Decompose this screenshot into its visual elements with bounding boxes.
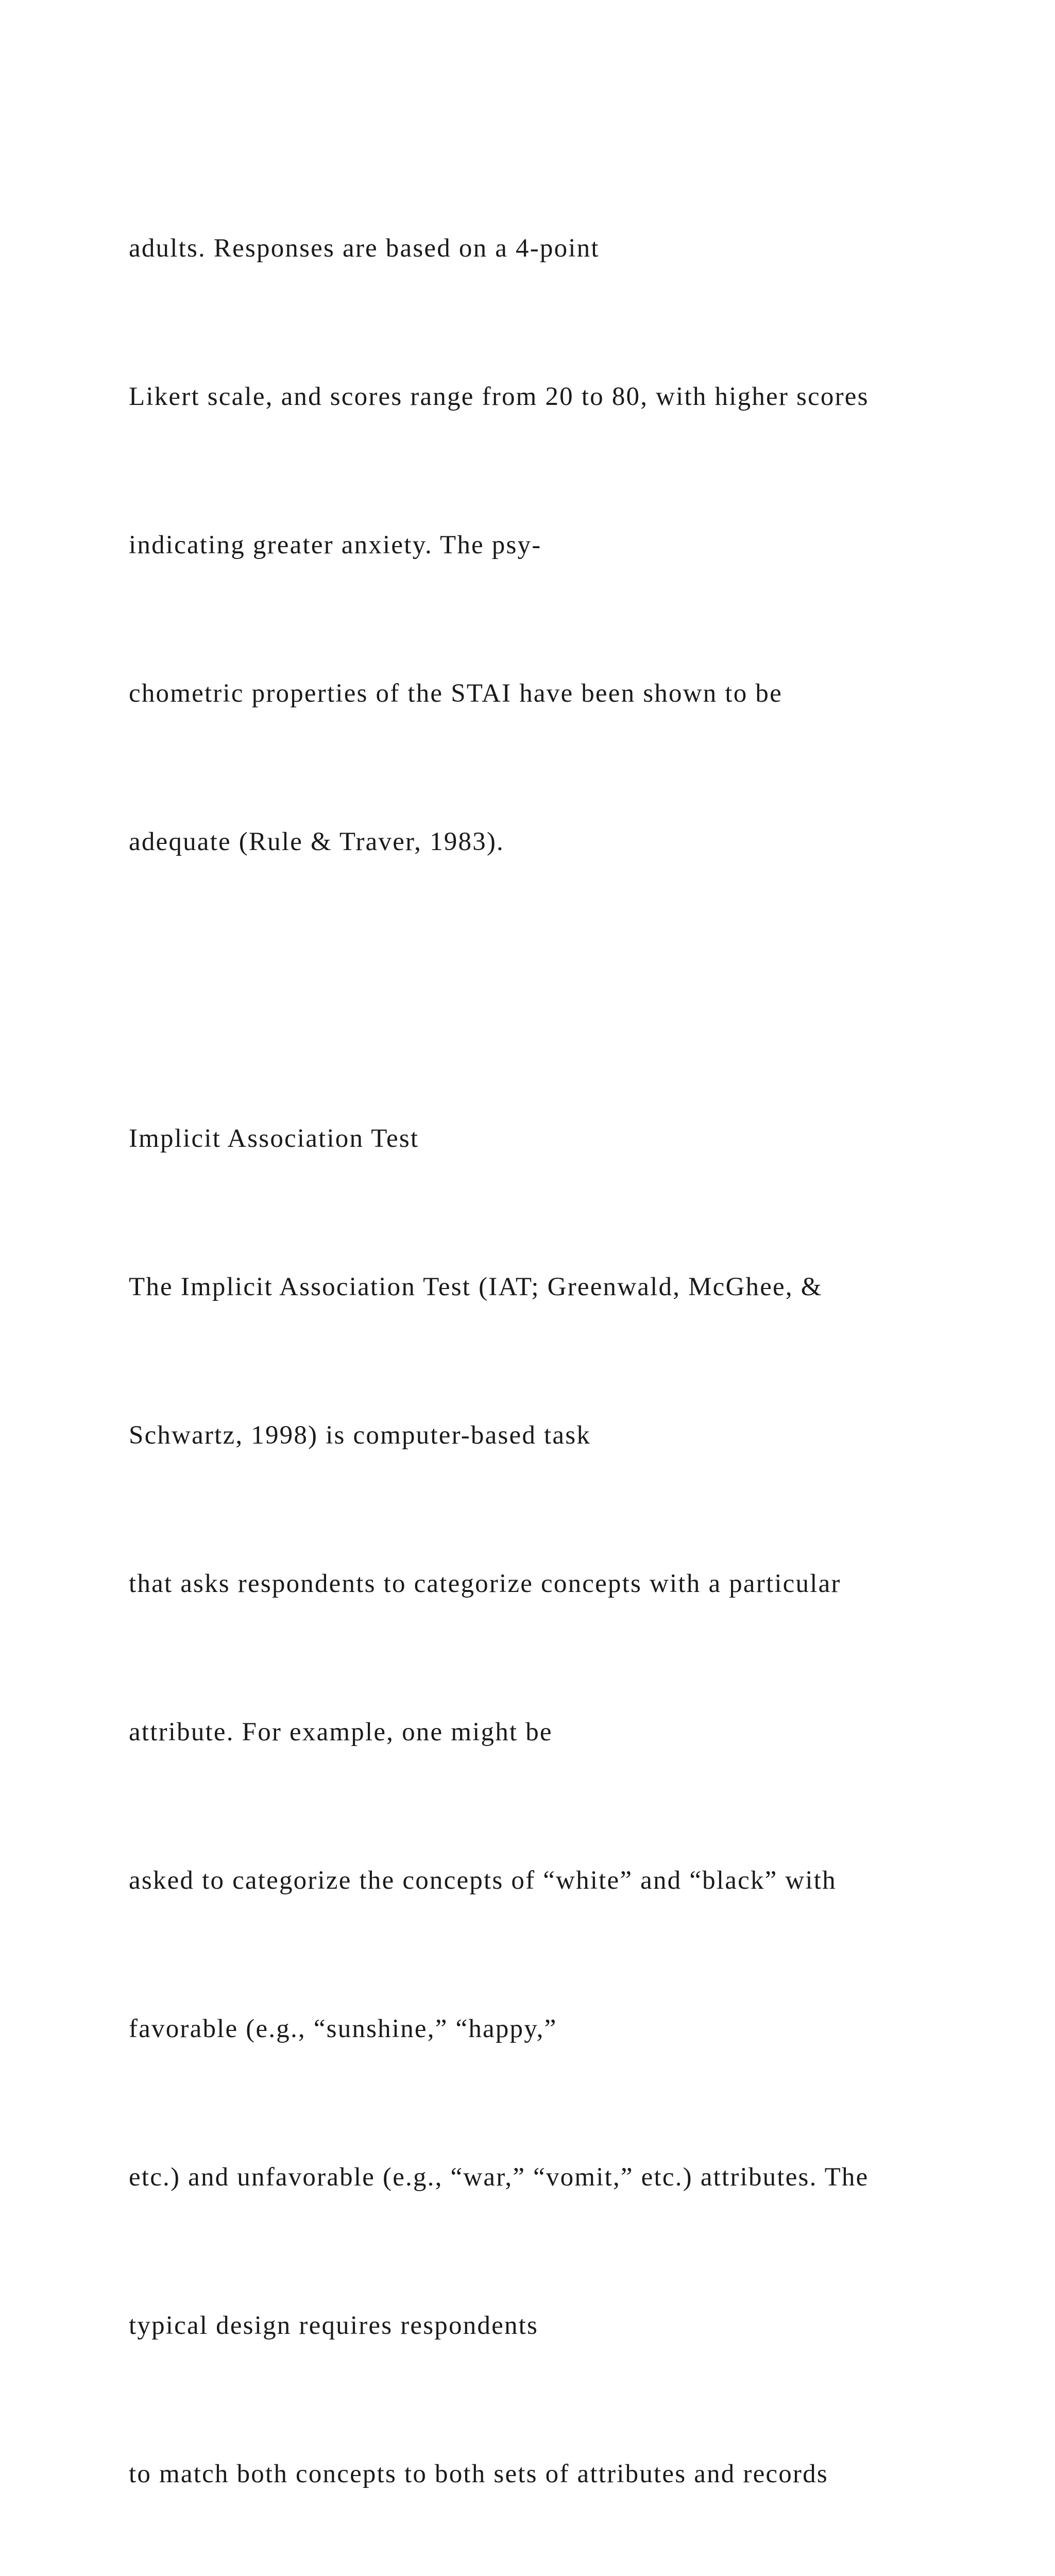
text-line: indicating greater anxiety. The psy- [129,531,542,560]
text-line: Schwartz, 1998) is computer-based task [129,1421,591,1450]
text-line: The Implicit Association Test (IAT; Greenwald, McGhee, & [129,1273,823,1301]
text-line: adults. Responses are based on a 4-point [129,234,600,263]
section-heading: Implicit Association Test [129,1124,419,1153]
text-line: favorable (e.g., “sunshine,” “happy,” [129,2014,557,2043]
text-line: Likert scale, and scores range from 20 to 80, with higher scores [129,382,869,411]
text-line: chometric properties of the STAI have been shown to be [129,679,782,708]
text-line: attribute. For example, one might be [129,1718,553,1747]
paragraph-gap [129,965,1005,1015]
text-line: etc.) and unfavorable (e.g., “war,” “vomit,” etc.) attributes. The [129,2163,869,2192]
text-line: that asks respondents to categorize concepts with a particular [129,1569,841,1598]
document-body [129,125,1005,2576]
text-line: typical design requires respondents [129,2311,539,2340]
text-line: to match both concepts to both sets of attributes and records [129,2460,828,2488]
text-line: asked to categorize the concepts of “white” and “black” with [129,1866,837,1895]
text-line: adequate (Rule & Traver, 1983). [129,827,505,856]
